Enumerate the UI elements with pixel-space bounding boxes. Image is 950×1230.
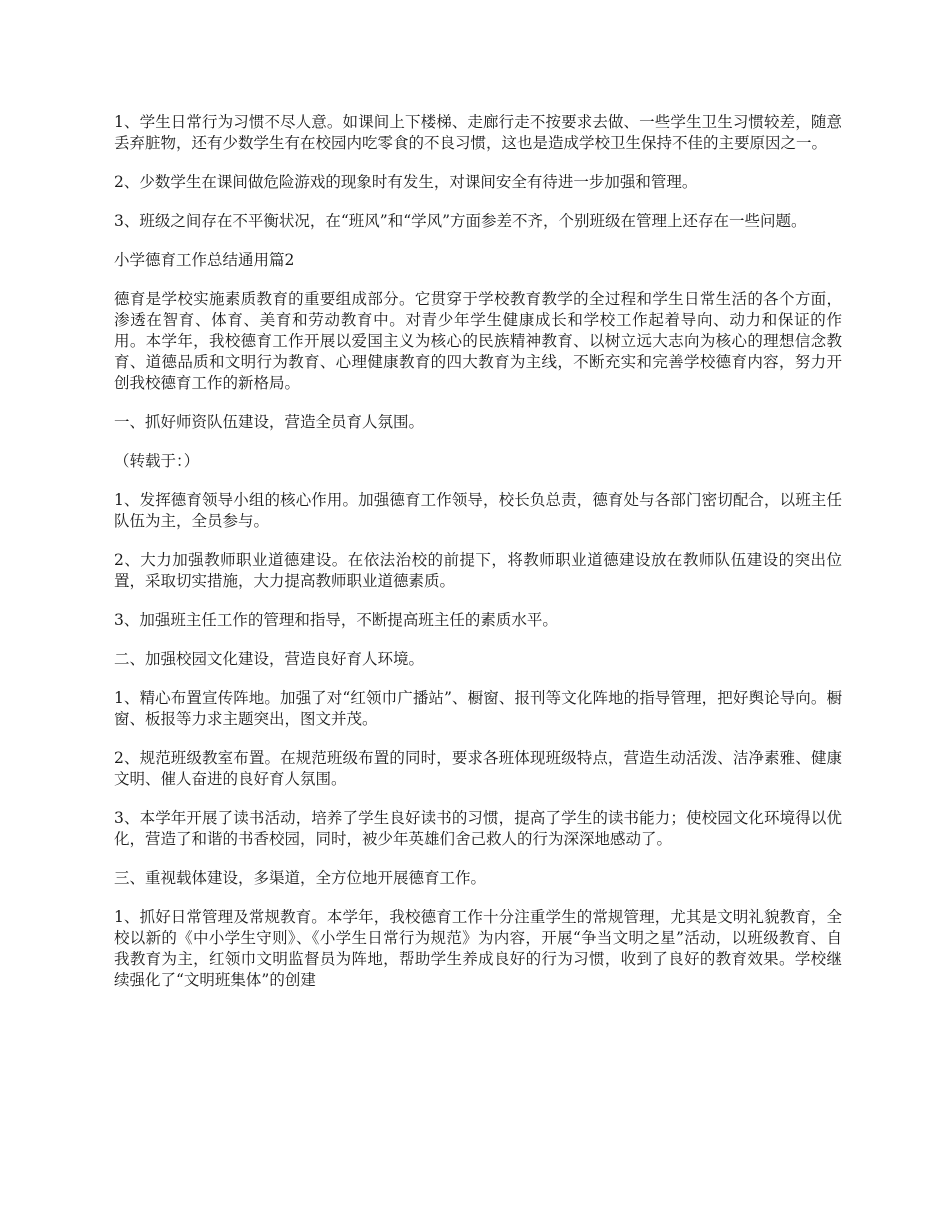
paragraph-source-note: （转载于：） bbox=[114, 452, 200, 470]
paragraph-2-1: 1、精心布置宣传阵地。加强了对“红领巾广播站”、橱窗、报刊等文化阵地的指导管理，把好舆论导向。橱窗、板报等力求主题突出，图文并茂。 bbox=[114, 689, 842, 728]
document-body bbox=[114, 112, 842, 1009]
section-title: 小学德育工作总结通用篇2 bbox=[114, 251, 295, 269]
paragraph-1-1: 1、发挥德育领导小组的核心作用。加强德育工作领导，校长负总责，德育处与各部门密切配合，以班主任队伍为主，全员参与。 bbox=[114, 491, 842, 530]
paragraph-2-3: 3、本学年开展了读书活动，培养了学生良好读书的习惯，提高了学生的读书能力；使校园文化环境得以优化，营造了和谐的书香校园，同时，被少年英雄们舍己救人的行为深深地感动了。 bbox=[114, 809, 842, 848]
paragraph-intro: 德育是学校实施素质教育的重要组成部分。它贯穿于学校教育教学的全过程和学生日常生活的各个方面，渗透在智育、体育、美育和劳动教育中。对青少年学生健康成长和学校工作起着导向、动力和保证的作用。本学年，我校德育工作开展以爱国主义为核心的民族精神教育、以树立远大志向为核心的理想信念教育、道德品质和文明行为教育、心理健康教育的四大教育为主线，不断充实和完善学校德育内容，努力开创我校德育工作的新格局。 bbox=[114, 290, 842, 392]
paragraph-2-2: 2、规范班级教室布置。在规范班级布置的同时，要求各班体现班级特点，营造生动活泼、洁净素雅、健康文明、催人奋进的良好育人氛围。 bbox=[114, 749, 842, 788]
heading-section-1: 一、抓好师资队伍建设，营造全员育人氛围。 bbox=[114, 413, 425, 431]
paragraph-1-3: 3、加强班主任工作的管理和指导，不断提高班主任的素质水平。 bbox=[114, 611, 558, 629]
paragraph-problem-3: 3、班级之间存在不平衡状况，在“班风”和“学风”方面参差不齐，个别班级在管理上还存在一些问题。 bbox=[114, 212, 807, 230]
paragraph-problem-2: 2、少数学生在课间做危险游戏的现象时有发生，对课间安全有待进一步加强和管理。 bbox=[114, 173, 698, 191]
heading-section-3: 三、重视载体建设，多渠道，全方位地开展德育工作。 bbox=[114, 869, 487, 887]
paragraph-problem-1: 1、学生日常行为习惯不尽人意。如课间上下楼梯、走廊行走不按要求去做、一些学生卫生习惯较差，随意丢弃脏物，还有少数学生有在校园内吃零食的不良习惯，这也是造成学校卫生保持不佳的主要原因之一。 bbox=[114, 113, 842, 152]
paragraph-1-2: 2、大力加强教师职业道德建设。在依法治校的前提下，将教师职业道德建设放在教师队伍建设的突出位置，采取切实措施，大力提高教师职业道德素质。 bbox=[114, 551, 842, 590]
heading-section-2: 二、加强校园文化建设，营造良好育人环境。 bbox=[114, 650, 425, 668]
paragraph-3-1: 1、抓好日常管理及常规教育。本学年，我校德育工作十分注重学生的常规管理，尤其是文明礼貌教育，全校以新的《中小学生守则》、《小学生日常行为规范》为内容，开展“争当文明之星”活动，以班级教育、自我教育为主，红领巾文明监督员为阵地，帮助学生养成良好的行为习惯，收到了良好的教育效果。学校继续强化了“文明班集体”的创建 bbox=[114, 908, 842, 989]
